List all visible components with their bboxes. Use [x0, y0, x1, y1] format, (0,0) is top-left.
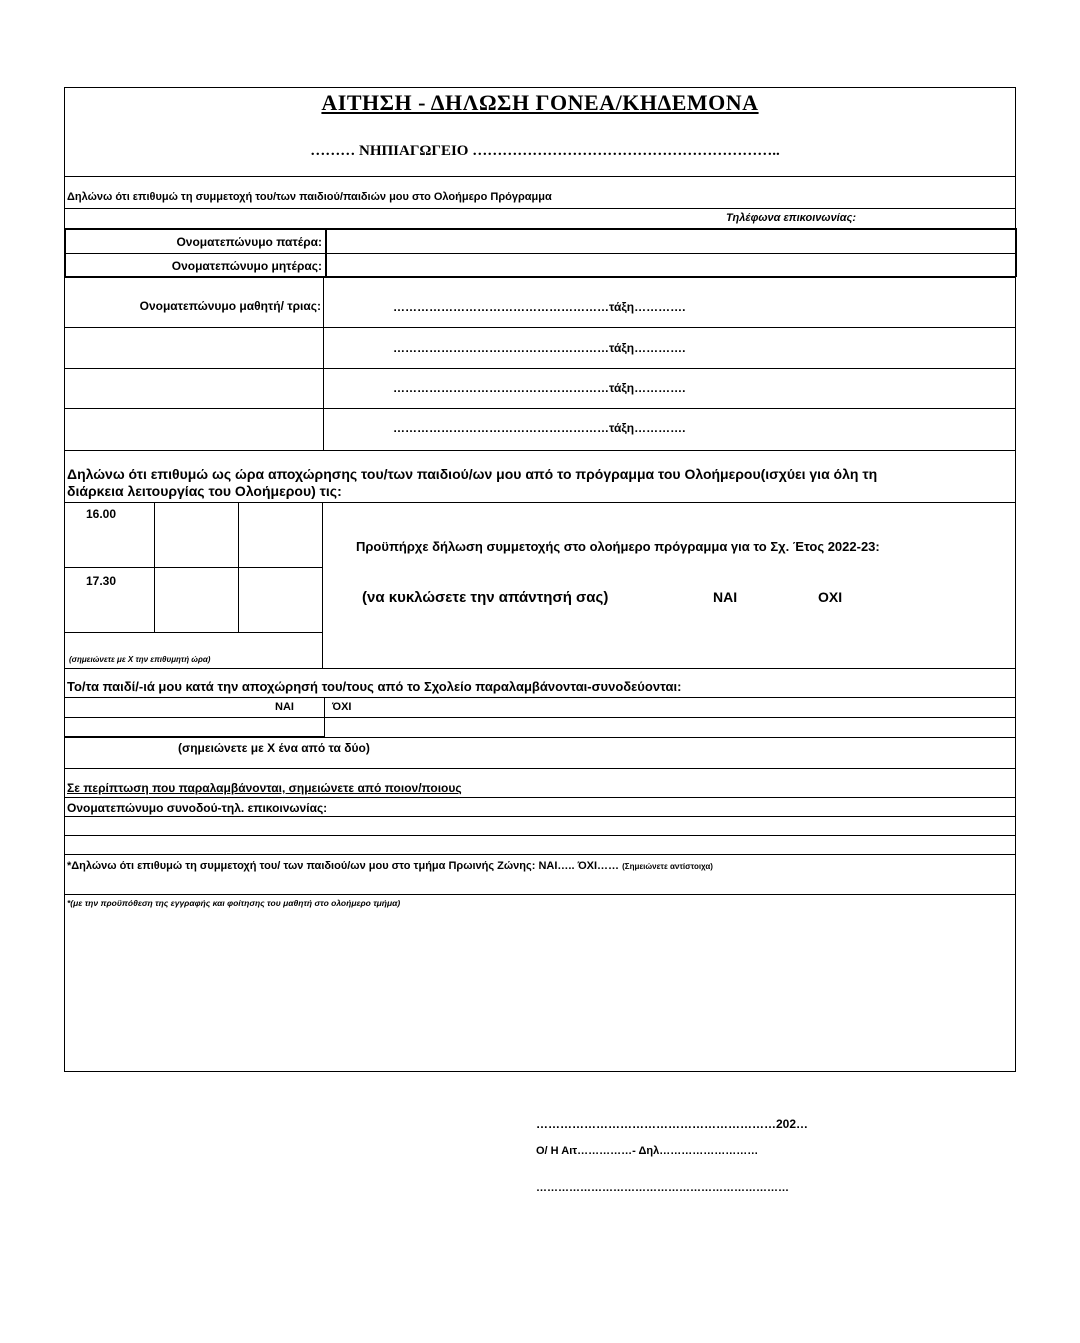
pickup-no-field[interactable]	[326, 719, 1014, 735]
answer-yes[interactable]: ΝΑΙ	[713, 589, 738, 605]
border-top	[64, 87, 1016, 88]
student-row-3[interactable]: ………………………………………………τάξη………….	[393, 381, 686, 395]
morning-zone-statement[interactable]: *Δηλώνω ότι επιθυμώ τη συμμετοχή του/ των παιδιού/ων μου στο τμήμα Πρωινής Ζώνης: ΝΑΙ….. ΌΧΙ……	[67, 860, 620, 872]
divider	[64, 816, 1016, 817]
divider	[64, 768, 1016, 769]
divider	[64, 632, 322, 633]
phones-label: Τηλέφωνα επικοινωνίας:	[726, 212, 857, 224]
answer-no[interactable]: ΟΧΙ	[818, 589, 843, 605]
school-name-line[interactable]: ……… ΝΗΠΙΑΓΩΓΕΙΟ ……………………………………………………..	[310, 143, 780, 159]
mother-name-label: Ονοματεπώνυμο μητέρας:	[171, 259, 322, 273]
departure-statement-2: διάρκεια λειτουργίας του Ολοήμερου) τις:	[67, 483, 342, 499]
student-name-label: Ονοματεπώνυμο μαθητή/ τριας:	[139, 299, 321, 313]
divider	[64, 253, 1016, 254]
form-title: ΑΙΤΗΣΗ - ΔΗΛΩΣΗ ΓΟΝΕΑ/ΚΗΔΕΜΟΝΑ	[321, 90, 759, 115]
father-name-field[interactable]	[328, 230, 1014, 252]
divider	[64, 854, 1016, 855]
student-row-2[interactable]: ………………………………………………τάξη………….	[393, 341, 686, 355]
divider	[64, 835, 1016, 836]
divider	[1015, 228, 1017, 277]
student-row-4[interactable]: ………………………………………………τάξη………….	[393, 421, 686, 435]
mother-name-field[interactable]	[328, 255, 1014, 275]
divider	[325, 228, 327, 277]
divider	[64, 502, 1016, 503]
morning-zone-note: (Σημειώνετε αντίστοιχα)	[622, 862, 713, 871]
participation-statement: Δηλώνω ότι επιθυμώ τη συμμετοχή του/των παιδιού/παιδιών μου στο Ολοήμερο Πρόγραμμα	[67, 191, 552, 203]
divider	[64, 668, 1016, 669]
border-bottom	[64, 1071, 1016, 1072]
divider	[64, 450, 1016, 451]
time-note: (σημειώνετε με Χ την επιθυμητή ώρα)	[69, 655, 211, 664]
divider	[64, 736, 325, 738]
father-name-label: Ονοματεπώνυμο πατέρα:	[176, 235, 322, 249]
divider	[64, 176, 1016, 177]
circle-answer-note: (να κυκλώσετε την απάντησή σας)	[362, 589, 609, 606]
divider	[324, 697, 325, 737]
escort-label: Ονοματεπώνυμο συνοδού-τηλ. επικοινωνίας:	[67, 801, 328, 815]
pickup-who: Σε περίπτωση που παραλαμβάνονται, σημειώνετε από ποιον/ποιους	[67, 781, 462, 795]
date-line[interactable]: ……………………………………………………202…	[536, 1117, 809, 1131]
pickup-no: ΌΧΙ	[332, 701, 352, 713]
departure-statement-1: Δηλώνω ότι επιθυμώ ως ώρα αποχώρησης του/των παιδιού/ων μου από το πρόγραμμα του Ολοήμερου(ισχύει για όλη τη	[67, 466, 878, 482]
divider	[64, 894, 1016, 895]
divider	[64, 717, 1016, 718]
divider	[64, 327, 1016, 328]
divider	[325, 737, 1016, 738]
signer-line[interactable]: Ο/ Η Αιτ……………- Δηλ………………………	[536, 1145, 759, 1157]
prior-declaration: Προϋπήρχε δήλωση συμμετοχής στο ολοήμερο πρόγραμμα για το Σχ. Έτος 2022-23:	[356, 539, 880, 554]
time-1600-box-2[interactable]	[240, 504, 321, 566]
escort-field-1[interactable]	[66, 818, 1014, 834]
time-1730: 17.30	[86, 574, 117, 588]
divider	[64, 408, 1016, 409]
time-1600: 16.00	[86, 507, 117, 521]
divider	[323, 278, 324, 451]
pickup-yes-field[interactable]	[66, 719, 322, 735]
footnote: *(με την προϋπόθεση της εγγραφής και φοίτησης του μαθητή στο ολοήμερο τμήμα)	[67, 898, 401, 908]
time-1600-box-1[interactable]	[156, 504, 237, 566]
pickup-yes: ΝΑΙ	[275, 701, 294, 713]
divider	[64, 276, 1016, 278]
time-1730-box-2[interactable]	[240, 569, 321, 631]
divider	[64, 567, 322, 568]
divider	[64, 208, 1016, 209]
pickup-note: (σημειώνετε με Χ ένα από τα δύο)	[178, 741, 370, 755]
divider	[322, 502, 323, 668]
time-1730-box-1[interactable]	[156, 569, 237, 631]
student-row-1[interactable]: ………………………………………………τάξη………….	[393, 300, 686, 314]
signature-line[interactable]: ……………………………………………………………	[536, 1182, 789, 1194]
pickup-statement: Το/τα παιδί/-ιά μου κατά την αποχώρησή του/τους από το Σχολείο παραλαμβάνονται-συνοδεύονται:	[67, 679, 682, 694]
divider	[64, 368, 1016, 369]
escort-field-2[interactable]	[66, 837, 1014, 853]
divider	[64, 797, 1016, 798]
divider	[64, 697, 1016, 698]
